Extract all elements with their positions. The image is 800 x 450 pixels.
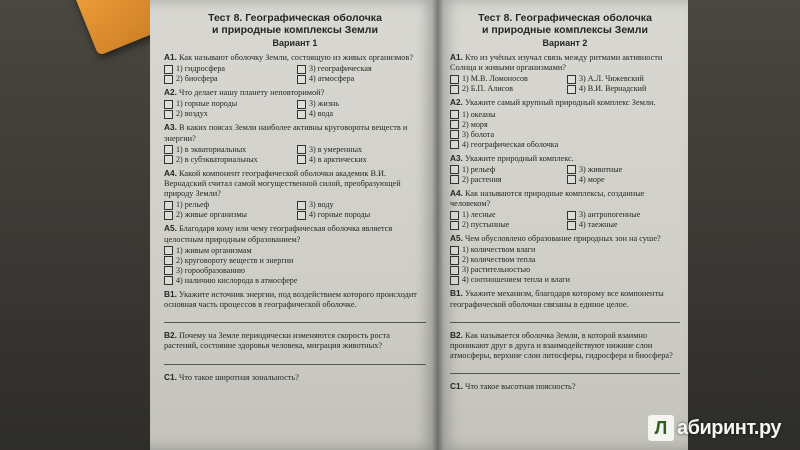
- question: [164, 223, 426, 244]
- option[interactable]: [164, 256, 426, 266]
- option[interactable]: [297, 145, 426, 155]
- question: [164, 289, 426, 310]
- question-text: Укажите механизм, благодаря которому все компоненты географической оболочки связаны в единое целое.: [450, 289, 664, 309]
- left-title: [164, 12, 426, 36]
- question-text: Укажите самый крупный природный комплекс Земли.: [465, 98, 656, 108]
- question: [450, 330, 680, 362]
- question: [450, 233, 680, 244]
- options: [164, 200, 426, 220]
- option-label: 3) растительностью: [462, 265, 531, 275]
- question: [164, 168, 426, 200]
- checkbox[interactable]: [164, 201, 173, 210]
- option-label: 2) пустынные: [462, 220, 510, 230]
- question: [450, 97, 680, 108]
- question-number: A1.: [164, 52, 177, 62]
- option-label: 1) гидросфера: [176, 64, 225, 74]
- checkbox[interactable]: [164, 246, 173, 255]
- checkbox[interactable]: [450, 165, 459, 174]
- left-title-line2: и природные комплексы Земли: [212, 24, 378, 36]
- question: [164, 122, 426, 143]
- left-variant: Вариант 1: [272, 38, 318, 48]
- checkbox[interactable]: [567, 75, 576, 84]
- checkbox[interactable]: [567, 165, 576, 174]
- option-label: 3) горообразованию: [176, 265, 246, 275]
- option-label: 2) круговороту веществ и энергии: [176, 255, 294, 265]
- option[interactable]: [164, 109, 293, 119]
- option-label: 4) в арктических: [309, 154, 367, 164]
- option-label: 2) количеством тепла: [462, 255, 536, 265]
- options: [450, 245, 680, 285]
- checkbox[interactable]: [164, 276, 173, 285]
- checkbox[interactable]: [164, 75, 173, 84]
- option[interactable]: [297, 155, 426, 165]
- option[interactable]: [164, 64, 293, 74]
- checkbox[interactable]: [297, 100, 306, 109]
- question: [450, 153, 680, 164]
- question-text: Кто из учёных изучал связь между ритмами активности Солнца и живыми организмами?: [450, 53, 663, 73]
- question-number: A4.: [164, 167, 177, 178]
- right-title: [450, 12, 680, 36]
- checkbox[interactable]: [297, 110, 306, 119]
- question-number: A1.: [450, 52, 463, 62]
- checkbox[interactable]: [567, 85, 576, 94]
- option-label: 4) горные породы: [309, 210, 371, 220]
- question-text: Почему на Земле периодически изменяются скорость роста растений, состояние здоровья человека, миграция животных?: [164, 331, 390, 351]
- answer-line[interactable]: [164, 314, 426, 323]
- option[interactable]: [567, 175, 680, 185]
- option[interactable]: [450, 245, 680, 255]
- question: [450, 188, 680, 209]
- option-label: 4) наличию кислорода в атмосфере: [176, 275, 298, 285]
- question-number: B2.: [450, 329, 463, 340]
- checkbox[interactable]: [567, 221, 576, 230]
- option-label: 2) воздух: [176, 109, 208, 119]
- option-label: 4) соотношением тепла и влаги: [462, 275, 570, 285]
- option[interactable]: [450, 110, 680, 120]
- checkbox[interactable]: [450, 211, 459, 220]
- option-label: 4) географическая оболочка: [462, 139, 559, 149]
- option-label: 4) море: [579, 174, 605, 184]
- option-label: 3) воду: [309, 200, 334, 210]
- options: [164, 99, 426, 119]
- option[interactable]: [450, 130, 680, 140]
- option-label: 1) М.В. Ломоносов: [462, 74, 528, 84]
- question-number: A3.: [164, 122, 177, 133]
- checkbox[interactable]: [450, 246, 459, 255]
- option[interactable]: [450, 275, 680, 285]
- option[interactable]: [450, 210, 563, 220]
- option[interactable]: [297, 200, 426, 210]
- option-label: 2) моря: [462, 119, 488, 129]
- checkbox[interactable]: [164, 65, 173, 74]
- option[interactable]: [164, 99, 293, 109]
- option-label: 3) А.Л. Чижевский: [579, 74, 644, 84]
- option[interactable]: [297, 109, 426, 119]
- question: [450, 381, 680, 392]
- option[interactable]: [567, 165, 680, 175]
- checkbox[interactable]: [450, 75, 459, 84]
- option[interactable]: [450, 84, 563, 94]
- checkbox[interactable]: [164, 266, 173, 275]
- question: [164, 372, 426, 383]
- option[interactable]: [164, 74, 293, 84]
- left-page: [150, 0, 438, 450]
- checkbox[interactable]: [567, 175, 576, 184]
- question-number: A3.: [450, 152, 463, 163]
- right-title-line2: и природные комплексы Земли: [482, 24, 648, 36]
- question-text: Как называют оболочку Земли, состоящую из живых организмов?: [179, 53, 414, 62]
- options: [450, 210, 680, 230]
- option[interactable]: [567, 220, 680, 230]
- question-number: A5.: [450, 233, 463, 244]
- option-label: 1) количеством влаги: [462, 245, 536, 255]
- question: [164, 330, 426, 351]
- options: [164, 145, 426, 165]
- options: [450, 74, 680, 94]
- checkbox[interactable]: [164, 256, 173, 265]
- checkbox[interactable]: [450, 256, 459, 265]
- option-label: 3) жизнь: [309, 99, 339, 109]
- option[interactable]: [567, 74, 680, 84]
- checkbox[interactable]: [164, 100, 173, 109]
- question-text: Как называется оболочка Земли, в которой взаимно проникают друг в друга и взаимодействуют нижние слои атмосферы, верхние слои литосферы, гидросфера и биосфера?: [450, 330, 673, 361]
- option[interactable]: [164, 200, 293, 210]
- question-text: Какой компонент географической оболочки академик В.И. Вернадский считал самой могущественной силой, преобразующей природу Земли?: [164, 168, 401, 199]
- option[interactable]: [567, 84, 680, 94]
- options: [164, 64, 426, 84]
- right-page: [438, 0, 688, 450]
- option-label: 4) атмосфера: [309, 74, 355, 84]
- question-number: C1.: [164, 371, 177, 382]
- checkbox[interactable]: [450, 175, 459, 184]
- checkbox[interactable]: [297, 211, 306, 220]
- checkbox[interactable]: [297, 65, 306, 74]
- option-label: 3) животные: [579, 164, 623, 174]
- answer-line[interactable]: [164, 356, 426, 365]
- option[interactable]: [450, 140, 680, 150]
- question-number: A2.: [450, 97, 463, 108]
- answer-line[interactable]: [450, 314, 680, 323]
- checkbox[interactable]: [567, 211, 576, 220]
- option-label: 1) в экваториальных: [176, 144, 247, 154]
- option-label: 3) в умеренных: [309, 144, 363, 154]
- option[interactable]: [164, 266, 426, 276]
- option-label: 3) географическая: [309, 64, 372, 74]
- question-text: Благодаря кому или чему географическая оболочка является целостным природным образованием?: [164, 224, 393, 244]
- question: [450, 52, 680, 73]
- checkbox[interactable]: [297, 75, 306, 84]
- option[interactable]: [164, 246, 426, 256]
- checkbox[interactable]: [297, 201, 306, 210]
- question-number: C1.: [450, 381, 463, 392]
- question-text: Что такое высотная поясность?: [465, 382, 576, 392]
- checkbox[interactable]: [450, 110, 459, 119]
- option[interactable]: [164, 276, 426, 286]
- checkbox[interactable]: [164, 145, 173, 154]
- left-title-line1: Тест 8. Географическая оболочка: [208, 12, 382, 24]
- option[interactable]: [297, 99, 426, 109]
- option[interactable]: [450, 120, 680, 130]
- option-label: 2) в субэкваториальных: [176, 154, 258, 164]
- checkbox[interactable]: [164, 211, 173, 220]
- question: [164, 52, 426, 63]
- question-text: Укажите природный комплекс.: [465, 153, 574, 163]
- checkbox[interactable]: [297, 145, 306, 154]
- question-number: A4.: [450, 187, 463, 198]
- option[interactable]: [164, 145, 293, 155]
- checkbox[interactable]: [164, 155, 173, 164]
- question-number: A5.: [164, 223, 177, 234]
- option-label: 4) вода: [309, 109, 334, 119]
- option[interactable]: [297, 210, 426, 220]
- option[interactable]: [450, 74, 563, 84]
- question-number: B1.: [450, 288, 463, 299]
- option-label: 3) антропогенные: [579, 210, 641, 220]
- option-label: 1) океаны: [462, 109, 496, 119]
- question-text: Что делает нашу планету неповторимой?: [179, 88, 325, 98]
- checkbox[interactable]: [297, 155, 306, 164]
- question-text: В каких поясах Земли наиболее активны круговороты веществ и энергии?: [164, 123, 408, 143]
- question-text: Укажите источник энергии, под воздействием которого происходит основная часть процессов в географической оболочке.: [164, 289, 417, 310]
- checkbox[interactable]: [450, 221, 459, 230]
- option-label: 2) биосфера: [176, 74, 218, 84]
- question-text: Как называются природные комплексы, созданные человеком?: [450, 188, 645, 209]
- checkbox[interactable]: [450, 266, 459, 275]
- option[interactable]: [450, 255, 680, 265]
- checkbox[interactable]: [164, 110, 173, 119]
- book-spine: [432, 0, 444, 450]
- option-label: 4) В.И. Вернадский: [579, 84, 647, 94]
- option-label: 1) лесные: [462, 210, 496, 220]
- checkbox[interactable]: [450, 130, 459, 139]
- option-label: 2) Б.П. Алисов: [462, 84, 514, 94]
- option-label: 3) болота: [462, 129, 495, 139]
- watermark-logo: Л: [648, 415, 674, 441]
- options: [450, 165, 680, 185]
- question-number: B1.: [164, 288, 177, 299]
- question-number: B2.: [164, 330, 177, 341]
- option[interactable]: [297, 74, 426, 84]
- option[interactable]: [164, 210, 293, 220]
- option-label: 4) таежные: [579, 220, 618, 230]
- option-label: 1) горные породы: [176, 99, 238, 109]
- question-text: Что такое широтная зональность?: [179, 372, 299, 382]
- option-label: 1) живым организмам: [176, 245, 252, 255]
- answer-line[interactable]: [450, 365, 680, 374]
- checkbox[interactable]: [450, 276, 459, 285]
- checkbox[interactable]: [450, 120, 459, 129]
- option[interactable]: [297, 64, 426, 74]
- option-label: 1) рельеф: [176, 200, 210, 210]
- watermark: [648, 408, 800, 448]
- option-label: 2) растения: [462, 174, 502, 184]
- question-text: Чем обусловлено образование природных зон на суше?: [465, 234, 661, 244]
- options: [164, 246, 426, 286]
- watermark-text: абиринт.ру: [677, 416, 782, 439]
- option[interactable]: [450, 265, 680, 275]
- option-label: 2) живые организмы: [176, 210, 247, 220]
- option[interactable]: [164, 155, 293, 165]
- checkbox[interactable]: [450, 140, 459, 149]
- right-title-line1: Тест 8. Географическая оболочка: [478, 12, 652, 24]
- option[interactable]: [450, 175, 563, 185]
- question: [164, 87, 426, 98]
- option[interactable]: [450, 165, 563, 175]
- right-variant: Вариант 2: [542, 38, 588, 48]
- option-label: 1) рельеф: [462, 164, 496, 174]
- option[interactable]: [567, 210, 680, 220]
- checkbox[interactable]: [450, 85, 459, 94]
- question-number: A2.: [164, 87, 177, 98]
- option[interactable]: [450, 220, 563, 230]
- question: [450, 288, 680, 309]
- options: [450, 110, 680, 150]
